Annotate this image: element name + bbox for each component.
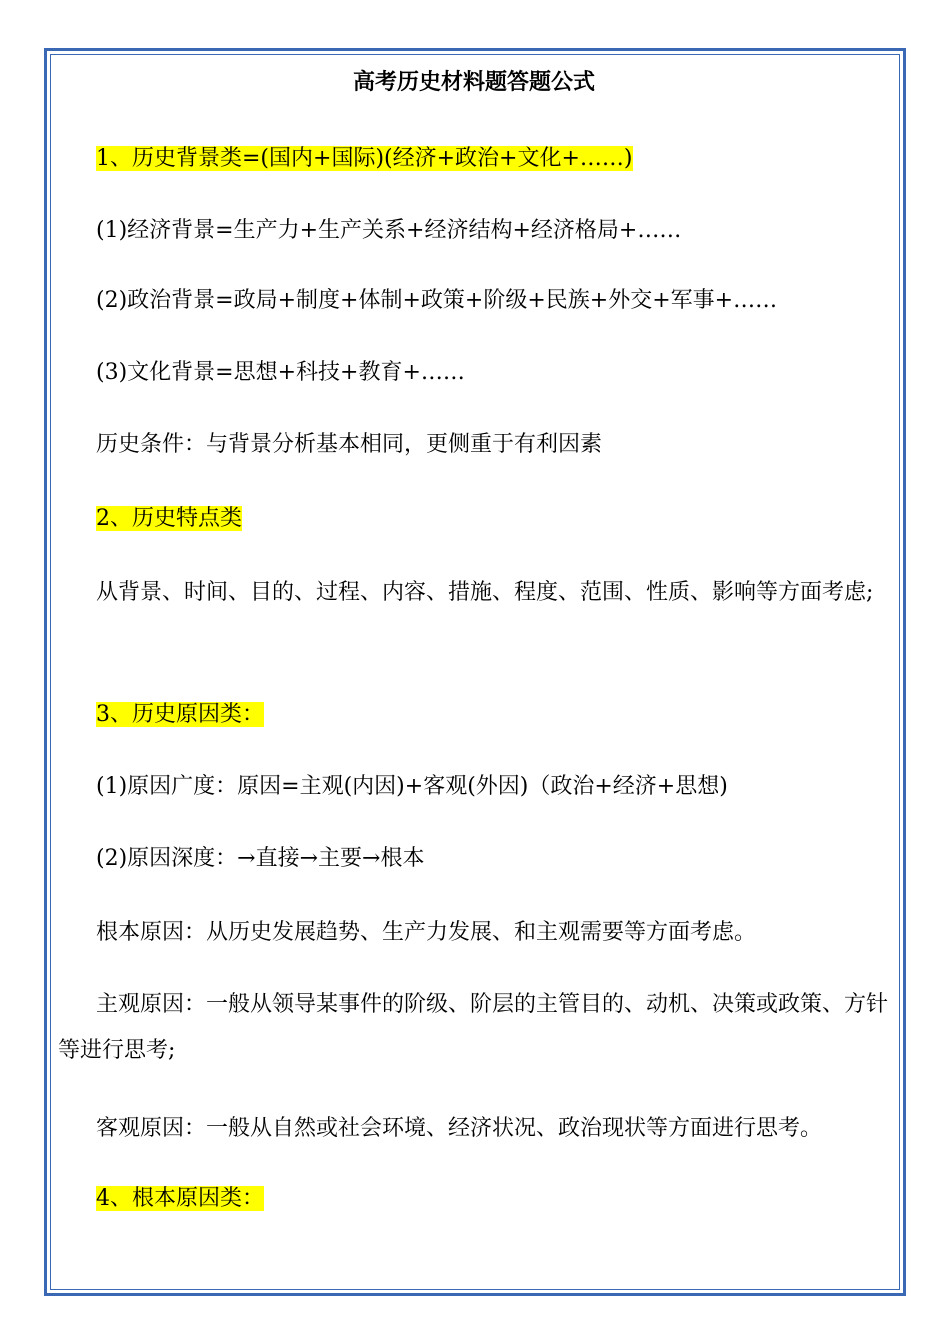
document-title: 高考历史材料题答题公式 [352,69,595,95]
paragraph: (1)经济背景=生产力+生产关系+经济结构+经济格局+…… [96,218,682,243]
paragraph: (3)文化背景=思想+科技+教育+…… [96,360,465,385]
paragraph: 根本原因：从历史发展趋势、生产力发展、和主观需要等方面考虑。 [96,920,757,945]
document-body [58,64,890,1211]
section-heading-3 [58,696,890,734]
section-heading-2 [58,500,890,538]
paragraph: 客观原因：一般从自然或社会环境、经济状况、政治现状等方面进行思考。 [96,1116,823,1141]
paragraph: 从背景、时间、目的、过程、内容、措施、程度、范围、性质、影响等方面考虑; [96,580,874,605]
paragraph: (2)原因深度：→直接→主要→根本 [96,846,425,871]
paragraph: 历史条件：与背景分析基本相同，更侧重于有利因素 [96,432,603,457]
paragraph: 主观原因：一般从领导某事件的阶级、阶层的主管目的、动机、决策或政策、方针等进行思考; [58,992,889,1063]
paragraph: (2)政治背景=政局+制度+体制+政策+阶级+民族+外交+军事+…… [96,288,778,313]
section-heading-4 [58,1180,890,1218]
highlight: 4、根本原因类： [96,1186,264,1211]
paragraph: (1)原因广度：原因=主观(内因)+客观(外因)（政治+经济+思想) [96,774,728,799]
section-heading-1 [58,140,890,178]
highlight: 1、历史背景类=(国内+国际)(经济+政治+文化+……) [96,146,633,171]
highlight: 2、历史特点类 [96,506,242,531]
highlight: 3、历史原因类： [96,702,264,727]
